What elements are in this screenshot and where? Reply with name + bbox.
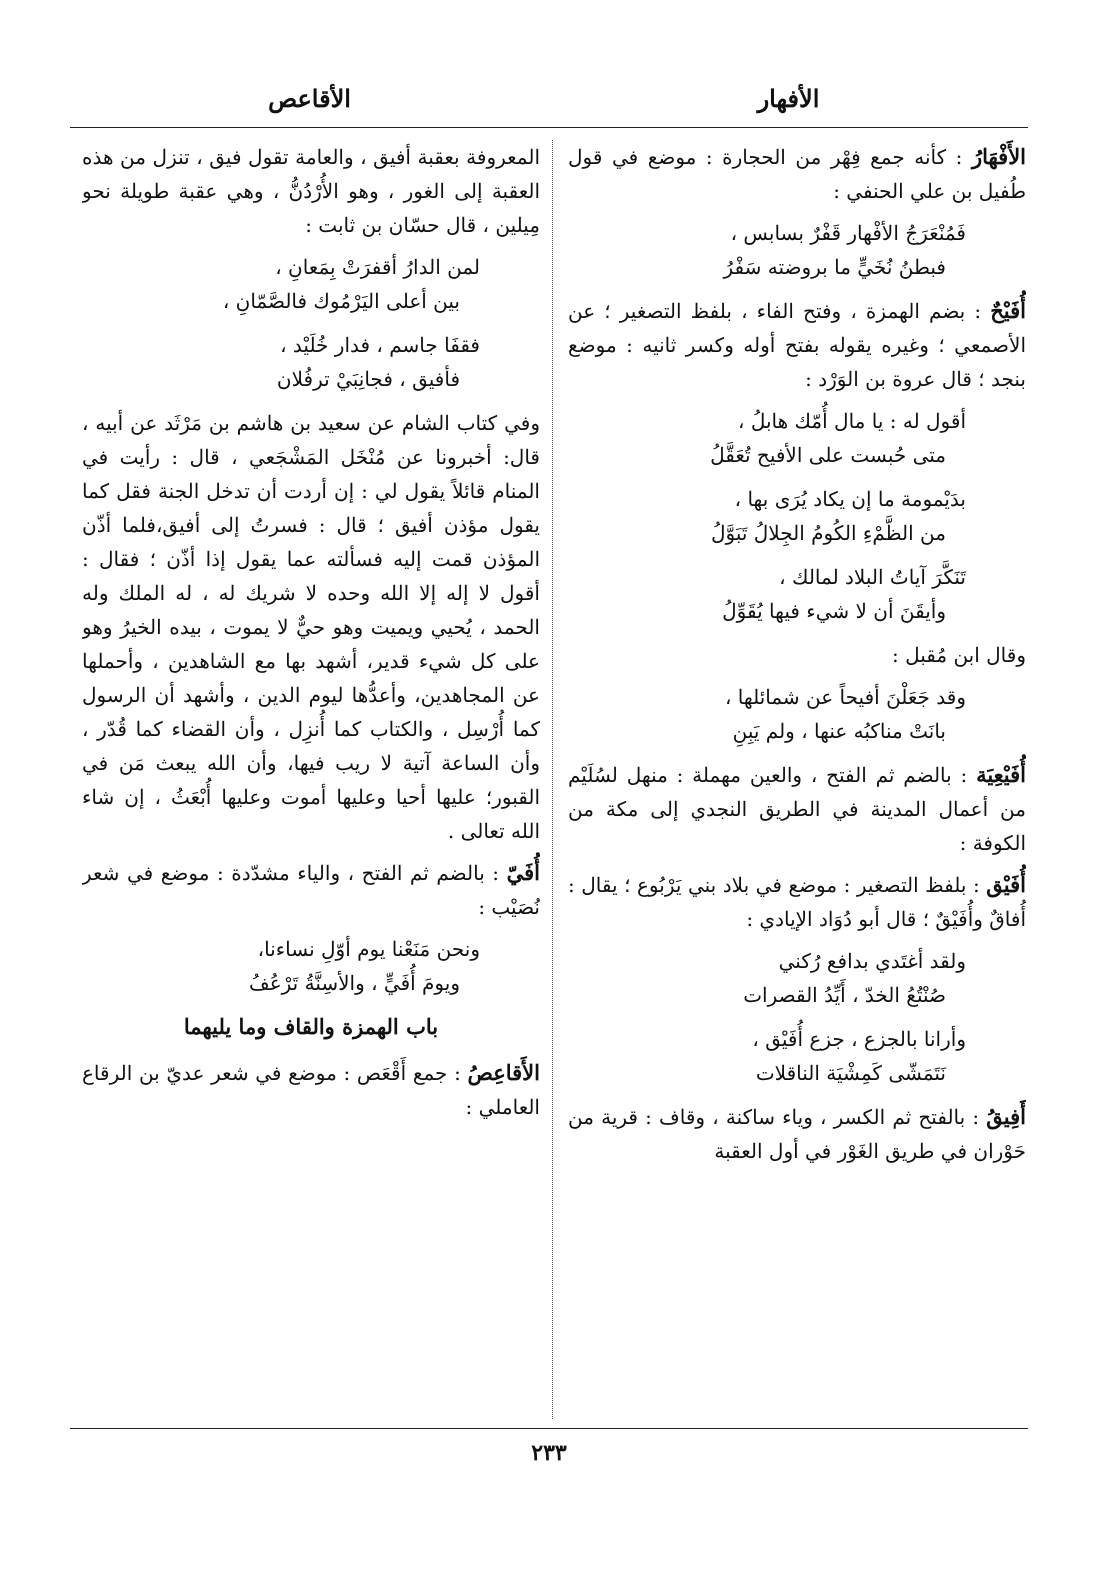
- header-rule: [70, 127, 1028, 128]
- column-divider: [552, 140, 553, 1419]
- verse-line: فقفَا جاسم ، فدار خُلَيْد ،: [280, 333, 480, 357]
- verse-block: [568, 560, 1026, 628]
- verse-line: بانَتْ مناكبُه عنها ، ولم يَبِنِ: [732, 719, 946, 743]
- section-title: باب الهمزة والقاف وما يليهما: [183, 1014, 439, 1039]
- verse-block: [568, 1022, 1026, 1090]
- page-header: [70, 78, 1028, 118]
- verse-block: [568, 216, 1026, 284]
- entry-ufayh: [568, 294, 1026, 396]
- headword: أُفَيّ: [506, 860, 540, 885]
- headword: أُفَيْحٌ: [990, 298, 1026, 323]
- verse-line: وأيقَنَ أن لا شيء فيها يُقَوِّلُ: [722, 599, 946, 623]
- running-head-left: الأقاعص: [268, 83, 351, 113]
- verse-line: فبطنُ نُخَيٍّ ما بروضته سَفْرُ: [723, 255, 946, 279]
- verse-line: من الظَّمْءِ الكُومُ الجِلالُ تَبَوَّلُ: [710, 521, 946, 545]
- entry-text: : جمع أَقْعَص : موضع في شعر عديّ بن الرقاع العاملي :: [82, 1061, 540, 1119]
- entry-text: : كأنه جمع فِهْر من الحجارة : موضع في قول طُفيل بن علي الحنفي :: [568, 145, 1026, 203]
- entry-text: : بالضم ثم الفتح ، والعين مهملة : منهل لسُلَيْم من أعمال المدينة في الطريق النجدي إلى مكة من الكوفة :: [568, 763, 1026, 855]
- verse-block: [82, 328, 540, 396]
- entry-ufayy: [82, 856, 540, 924]
- verse-line: فَمُنْعَرَجُ الأفْهار قَفْرٌ بسابس ،: [730, 221, 966, 245]
- entry-aqaes: [82, 1056, 540, 1124]
- verse-line: متى حُبست على الأفيح تُعَقَّلُ: [710, 443, 946, 467]
- entry-afiq: [568, 1100, 1026, 1168]
- headword: الأَقاعِصُ: [467, 1060, 540, 1085]
- page-number: ٢٣٣: [531, 1440, 567, 1466]
- paragraph: وفي كتاب الشام عن سعيد بن هاشم بن مَرْثَد عن أبيه ، قال: أخبرونا عن مُنْخَل المَشْجَعي ، قال : رأيت في المنام قائلاً يقول لي : إن أردت أن تدخل الجنة فقل كما يقول مؤذن أفيق ؛ قال : فسرتُ إلى أفيق،فلما أذّن المؤذن قمت إليه فسألته عما يقول إذا أذّن ؛ فقال : أقول لا إله إلا الله وحده لا شريك له ، له الملك وله الحمد ، يُحيي ويميت وهو حيٌّ لا يموت ، بيده الخيرُ وهو على كل شيء قدير، أشهد بها مع الشاهدين ، وأحملها عن المجاهدين، وأعدُّها ليوم الدين ، وأشهد أن الرسول كما أُرْسِل ، والكتاب كما أُنزِل ، وأن القضاء كما قُدّر ، وأن الساعة آتية لا ريب فيها، وأن الله يبعث مَن في القبور؛ عليها أحيا وعليها أموت وعليها أُبْعَثُ ، إن شاء الله تعالى .: [82, 411, 540, 843]
- entry-ufayq: [568, 868, 1026, 936]
- headword: أُفَيْعِيَة: [976, 762, 1026, 787]
- headword: أُفَيْق: [986, 872, 1026, 897]
- entry-text: : بلفظ التصغير : موضع في بلاد بني يَرْبُوع ؛ يقال : أُفاقٌ وأُفَيْقٌ ؛ قال أبو دُوَاد الإيادي :: [568, 873, 1026, 931]
- verse-line: بدَيْمومة ما إن يكاد يُرَى بها ،: [734, 487, 966, 511]
- verse-block: [568, 482, 1026, 550]
- verse-line: ويومَ أُفَيٍّ ، والأسِنَّةُ تَرْعُفُ: [249, 971, 460, 995]
- verse-line: تَنَكَّرَ آياتُ البلاد لمالك ،: [779, 565, 966, 589]
- verse-line: أقول له : يا مال أُمّك هابلُ ،: [738, 409, 966, 433]
- right-column: [568, 140, 1026, 1420]
- entry-continuation: المعروفة بعقبة أفيق ، والعامة تقول فيق ، تنزل من هذه العقبة إلى الغور ، وهو الأُرْدُنُّ ، وهي عقبة طويلة نحو مِيلين ، قال حسّان بن ثابت :: [82, 145, 540, 237]
- headword: أَفِيقُ: [986, 1104, 1026, 1129]
- entry-text: : بالفتح ثم الكسر ، وياء ساكنة ، وقاف : قرية من حَوْران في طريق الغَوْر في أول العقبة: [568, 1105, 1026, 1163]
- running-head-right: الأفهار: [757, 83, 820, 113]
- verse-line: ونحن مَنَعْنا يوم أوّلِ نساءنا،: [257, 937, 480, 961]
- verse-line: ولقد أغتَدي بدافع رُكني: [778, 949, 966, 973]
- verse-block: [568, 944, 1026, 1012]
- verse-block: [568, 404, 1026, 472]
- verse-line: وأرانا بالجزع ، جزع أُفَيْق ،: [752, 1027, 966, 1051]
- verse-line: فأفيق ، فجانِبَيْ ترفُلان: [276, 367, 460, 391]
- headword: الأَفْهَارُ: [971, 144, 1026, 169]
- entry-ufayiya: [568, 758, 1026, 860]
- left-column: [82, 140, 540, 1420]
- verse-line: وقد جَعَلْنَ أفيحاً عن شمائلها ،: [724, 685, 966, 709]
- verse-line: صُنْتُعُ الخدّ ، أَيِّدُ القصرات: [743, 983, 946, 1007]
- verse-line: بين أعلى اليَرْمُوك فالصَّمّانِ ،: [222, 289, 460, 313]
- verse-block: [568, 680, 1026, 748]
- entry-text: : بالضم ثم الفتح ، والياء مشدّدة : موضع في شعر نُصَيْب :: [82, 861, 540, 919]
- verse-line: لمن الدارُ أقفرَتْ بِمَعانِ ،: [275, 255, 480, 279]
- footer-rule: [70, 1428, 1028, 1429]
- verse-block: [82, 250, 540, 318]
- verse-block: [82, 932, 540, 1000]
- verse-line: نَتَمَشّى كَمِشْيَة الناقلات: [755, 1061, 946, 1085]
- entry-text-continuation: وقال ابن مُقبل :: [891, 643, 1026, 667]
- entry-text: : بضم الهمزة ، وفتح الفاء ، بلفظ التصغير ؛ عن الأصمعي ؛ وغيره يقوله بفتح أوله وكسر ثانيه : موضع بنجد ؛ قال عروة بن الوَرْد :: [568, 299, 1026, 391]
- entry-afhar: [568, 140, 1026, 208]
